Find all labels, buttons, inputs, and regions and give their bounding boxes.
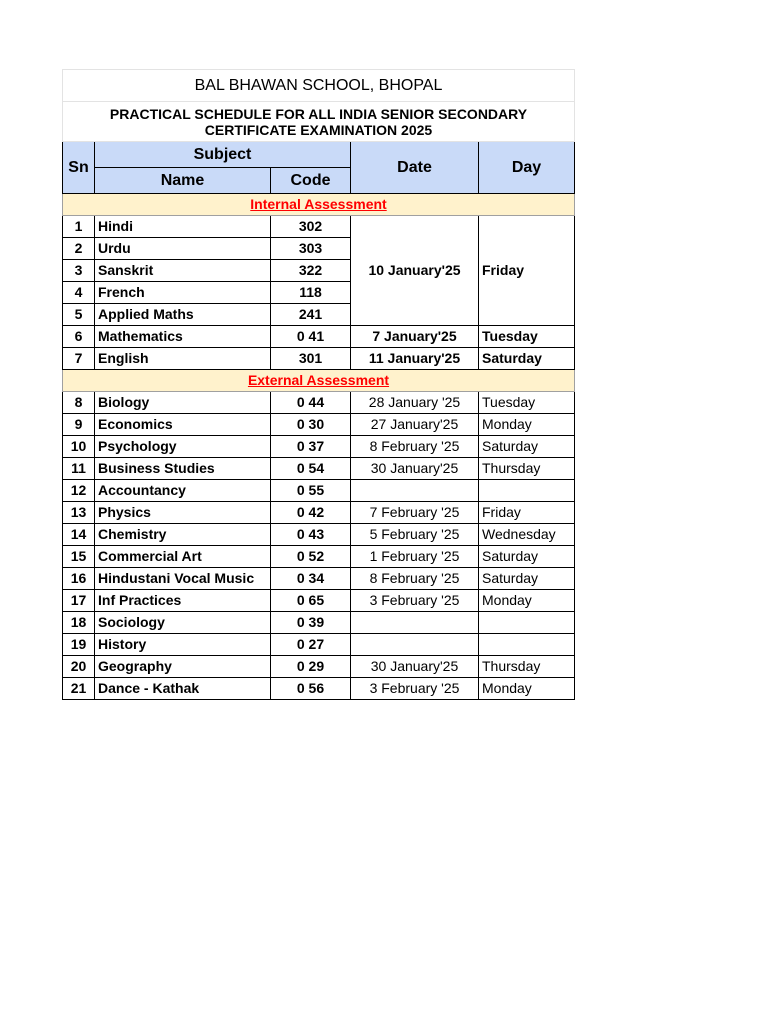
subtitle-line-2: CERTIFICATE EXAMINATION 2025 [204, 121, 433, 138]
subject-code-cell: 0 42 [271, 502, 351, 524]
date-cell: 10 January'25 [351, 216, 479, 326]
day-cell [479, 480, 575, 502]
sn-cell: 1 [63, 216, 95, 238]
day-cell [479, 612, 575, 634]
sn-cell: 20 [63, 656, 95, 678]
subject-name-cell: Commercial Art [95, 546, 271, 568]
subject-code-cell: 0 55 [271, 480, 351, 502]
subject-code-cell: 0 56 [271, 678, 351, 700]
sn-cell: 12 [63, 480, 95, 502]
subject-name-cell: Hindi [95, 216, 271, 238]
day-cell: Saturday [479, 546, 575, 568]
subject-name-cell: English [95, 348, 271, 370]
date-cell [351, 612, 479, 634]
subtitle-line-1: PRACTICAL SCHEDULE FOR ALL INDIA SENIOR SECONDARY [109, 105, 528, 122]
subject-code-cell: 0 52 [271, 546, 351, 568]
table-row [63, 612, 575, 634]
sn-cell: 13 [63, 502, 95, 524]
date-cell: 8 February '25 [351, 436, 479, 458]
sn-cell: 7 [63, 348, 95, 370]
day-cell: Thursday [479, 458, 575, 480]
date-cell: 7 January'25 [351, 326, 479, 348]
sn-cell: 8 [63, 392, 95, 414]
schedule-subtitle [63, 102, 575, 142]
school-title: BAL BHAWAN SCHOOL, BHOPAL [63, 70, 575, 102]
day-cell: Saturday [479, 568, 575, 590]
sn-cell: 5 [63, 304, 95, 326]
table-row [63, 326, 575, 348]
subject-code-cell: 0 54 [271, 458, 351, 480]
subject-name-cell: Accountancy [95, 480, 271, 502]
subject-code-cell: 0 41 [271, 326, 351, 348]
table-row [63, 678, 575, 700]
day-cell: Tuesday [479, 326, 575, 348]
subject-code-cell: 0 37 [271, 436, 351, 458]
date-cell: 7 February '25 [351, 502, 479, 524]
subject-code-cell: 0 43 [271, 524, 351, 546]
external-section-row [63, 370, 575, 392]
table-row [63, 414, 575, 436]
subject-code-cell: 0 39 [271, 612, 351, 634]
subject-name-cell: Biology [95, 392, 271, 414]
sn-cell: 21 [63, 678, 95, 700]
sn-cell: 18 [63, 612, 95, 634]
sn-cell: 15 [63, 546, 95, 568]
day-cell: Monday [479, 590, 575, 612]
subject-name-cell: Physics [95, 502, 271, 524]
subject-code-cell: 118 [271, 282, 351, 304]
table-row [63, 568, 575, 590]
date-cell: 8 February '25 [351, 568, 479, 590]
header-sn: Sn [63, 142, 95, 194]
date-cell [351, 480, 479, 502]
sn-cell: 14 [63, 524, 95, 546]
subject-name-cell: Chemistry [95, 524, 271, 546]
subject-name-cell: Dance - Kathak [95, 678, 271, 700]
subject-name-cell: Inf Practices [95, 590, 271, 612]
subject-name-cell: Urdu [95, 238, 271, 260]
table-row [63, 656, 575, 678]
subject-code-cell: 0 65 [271, 590, 351, 612]
subject-code-cell: 303 [271, 238, 351, 260]
subject-name-cell: French [95, 282, 271, 304]
subject-name-cell: Hindustani Vocal Music [95, 568, 271, 590]
subject-name-cell: History [95, 634, 271, 656]
table-row [63, 216, 575, 238]
sn-cell: 16 [63, 568, 95, 590]
subject-code-cell: 301 [271, 348, 351, 370]
header-subject: Subject [95, 142, 351, 168]
table-row [63, 524, 575, 546]
date-cell: 30 January'25 [351, 656, 479, 678]
subject-code-cell: 0 30 [271, 414, 351, 436]
sn-cell: 9 [63, 414, 95, 436]
day-cell [479, 634, 575, 656]
date-cell [351, 634, 479, 656]
date-cell: 3 February '25 [351, 590, 479, 612]
subject-name-cell: Economics [95, 414, 271, 436]
sn-cell: 3 [63, 260, 95, 282]
subject-code-cell: 0 27 [271, 634, 351, 656]
table-row [63, 502, 575, 524]
sn-cell: 19 [63, 634, 95, 656]
day-cell: Saturday [479, 348, 575, 370]
subject-code-cell: 0 29 [271, 656, 351, 678]
table-row [63, 348, 575, 370]
subject-code-cell: 241 [271, 304, 351, 326]
day-cell: Tuesday [479, 392, 575, 414]
sn-cell: 17 [63, 590, 95, 612]
sn-cell: 6 [63, 326, 95, 348]
date-cell: 3 February '25 [351, 678, 479, 700]
header-date: Date [351, 142, 479, 194]
subject-name-cell: Mathematics [95, 326, 271, 348]
table-row [63, 458, 575, 480]
subject-code-cell: 0 44 [271, 392, 351, 414]
date-cell: 28 January '25 [351, 392, 479, 414]
day-cell: Monday [479, 414, 575, 436]
sn-cell: 11 [63, 458, 95, 480]
day-cell: Thursday [479, 656, 575, 678]
day-cell: Wednesday [479, 524, 575, 546]
schedule-table [62, 69, 575, 700]
subject-name-cell: Sanskrit [95, 260, 271, 282]
date-cell: 5 February '25 [351, 524, 479, 546]
sn-cell: 4 [63, 282, 95, 304]
table-row [63, 546, 575, 568]
date-cell: 11 January'25 [351, 348, 479, 370]
schedule-sheet [62, 69, 574, 700]
subject-code-cell: 302 [271, 216, 351, 238]
date-cell: 30 January'25 [351, 458, 479, 480]
table-row [63, 634, 575, 656]
subject-name-cell: Psychology [95, 436, 271, 458]
sn-cell: 10 [63, 436, 95, 458]
day-cell: Friday [479, 216, 575, 326]
table-row [63, 436, 575, 458]
header-day: Day [479, 142, 575, 194]
header-code: Code [271, 168, 351, 194]
date-cell: 27 January'25 [351, 414, 479, 436]
table-row [63, 480, 575, 502]
day-cell: Saturday [479, 436, 575, 458]
internal-assessment-label: Internal Assessment [63, 194, 575, 216]
day-cell: Friday [479, 502, 575, 524]
subject-name-cell: Applied Maths [95, 304, 271, 326]
external-assessment-label: External Assessment [63, 370, 575, 392]
subject-name-cell: Geography [95, 656, 271, 678]
subject-code-cell: 0 34 [271, 568, 351, 590]
table-row [63, 590, 575, 612]
table-row [63, 392, 575, 414]
date-cell: 1 February '25 [351, 546, 479, 568]
sn-cell: 2 [63, 238, 95, 260]
header-name: Name [95, 168, 271, 194]
subject-name-cell: Business Studies [95, 458, 271, 480]
subject-name-cell: Sociology [95, 612, 271, 634]
subject-code-cell: 322 [271, 260, 351, 282]
day-cell: Monday [479, 678, 575, 700]
